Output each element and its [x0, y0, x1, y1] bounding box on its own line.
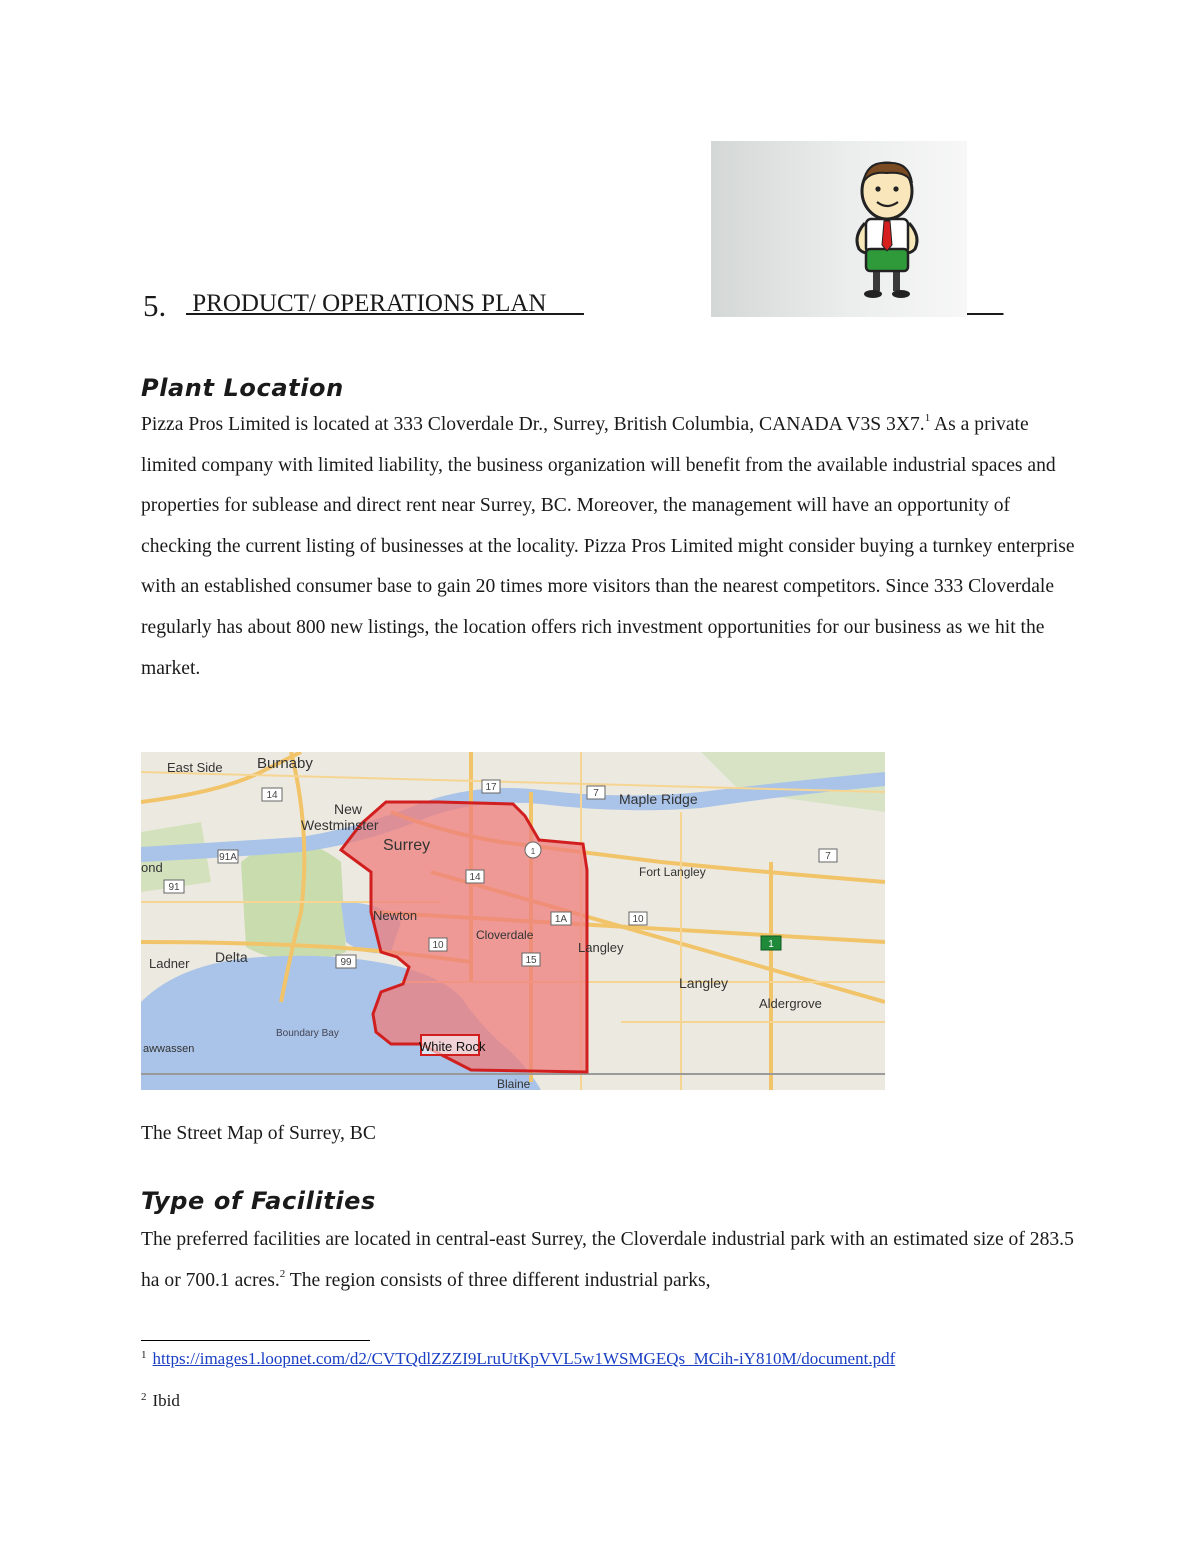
section-title: PRODUCT/ OPERATIONS PLAN	[186, 290, 584, 317]
map-label: New	[334, 801, 363, 817]
map-label: Ladner	[149, 956, 190, 971]
map-label: ond	[141, 860, 163, 875]
map-label: East Side	[167, 760, 223, 775]
facilities-text-a: The preferred facilities are located in central-east Surrey, the Cloverdale industrial park with an estimated size of 283.5 ha or 700.1 acres.	[141, 1229, 1074, 1291]
plant-location-paragraph	[141, 405, 1076, 689]
map-label: Westminster	[301, 817, 379, 833]
hw-shield: 15	[525, 955, 537, 966]
hw-shield: 10	[432, 940, 444, 951]
map-label: Maple Ridge	[619, 791, 698, 807]
surrey-region-highlight	[341, 802, 587, 1072]
footnote-1-number: 1	[141, 1349, 147, 1361]
map-label: Burnaby	[257, 755, 313, 772]
map-label: Aldergrove	[759, 996, 822, 1011]
hw-shield: 1	[530, 847, 536, 856]
map-label: Newton	[373, 908, 418, 923]
facilities-heading: Type of Facilities	[141, 1187, 376, 1215]
footnote-ref-1[interactable]: 1	[924, 412, 931, 424]
map-label: Langley	[679, 975, 729, 991]
map-label: Fort Langley	[639, 865, 706, 879]
map-label: Blaine	[497, 1077, 531, 1090]
hw-shield: 1	[768, 939, 774, 950]
footnote-1-link[interactable]: https://images1.loopnet.com/d2/CVTQdlZZZI9LruUtKpVVL5w1WSMGEQs_MCih-iY810M/document.pdf	[152, 1349, 896, 1368]
hw-shield: 17	[485, 782, 497, 793]
plant-location-text-b: As a private limited company with limited liability, the business organization will benefit from the available industrial spaces and properties for sublease and direct rent near Surrey, BC. Moreover, the management will have an opportunity of checking the current listing of businesses at the locality. Pizza Pros Limited might consider buying a turnkey enterprise with an established consumer base to gain 20 times more visitors than the nearest competitors. Since 333 Cloverdale regularly has about 800 new listings, the location offers rich investment opportunities for our business as we hit the market.	[141, 414, 1075, 679]
footnote-separator	[141, 1340, 370, 1341]
footnote-2-number: 2	[141, 1391, 147, 1403]
map-label: awwassen	[143, 1043, 195, 1055]
hw-shield: 14	[266, 790, 278, 801]
section-number: 5.	[143, 288, 167, 323]
map-label: Boundary Bay	[276, 1028, 339, 1039]
footnote-1	[141, 1349, 895, 1369]
footnote-2	[141, 1391, 180, 1411]
hw-shield: 7	[825, 851, 831, 862]
surrey-street-map	[141, 752, 885, 1090]
hw-shield: 99	[340, 957, 352, 968]
hw-shield: 1A	[554, 914, 568, 925]
map-caption: The Street Map of Surrey, BC	[141, 1123, 376, 1144]
hw-shield: 91	[168, 882, 180, 893]
facilities-paragraph	[141, 1220, 1076, 1301]
facilities-text-b: The region consists of three different industrial parks,	[285, 1269, 711, 1291]
plant-location-heading: Plant Location	[141, 374, 344, 402]
footnote-2-text: Ibid	[152, 1391, 180, 1410]
mascot-image	[711, 141, 967, 317]
footnote-ref-2[interactable]: 2	[279, 1267, 286, 1280]
map-label: Delta	[215, 949, 248, 965]
plant-location-text-a: Pizza Pros Limited is located at 333 Cloverdale Dr., Surrey, British Columbia, CANADA V3S 3X7.	[141, 414, 925, 435]
hw-shield: 91A	[219, 852, 237, 863]
map-label: Surrey	[383, 837, 431, 854]
map-label: Cloverdale	[476, 928, 534, 942]
section-title-tail	[966, 290, 1004, 318]
hw-shield: 14	[469, 872, 481, 883]
map-label: Langley	[578, 940, 624, 955]
hw-shield: 7	[593, 788, 599, 799]
map-label: White Rock	[419, 1039, 486, 1054]
mascot-figure-icon	[711, 141, 967, 317]
hw-shield: 10	[632, 914, 644, 925]
